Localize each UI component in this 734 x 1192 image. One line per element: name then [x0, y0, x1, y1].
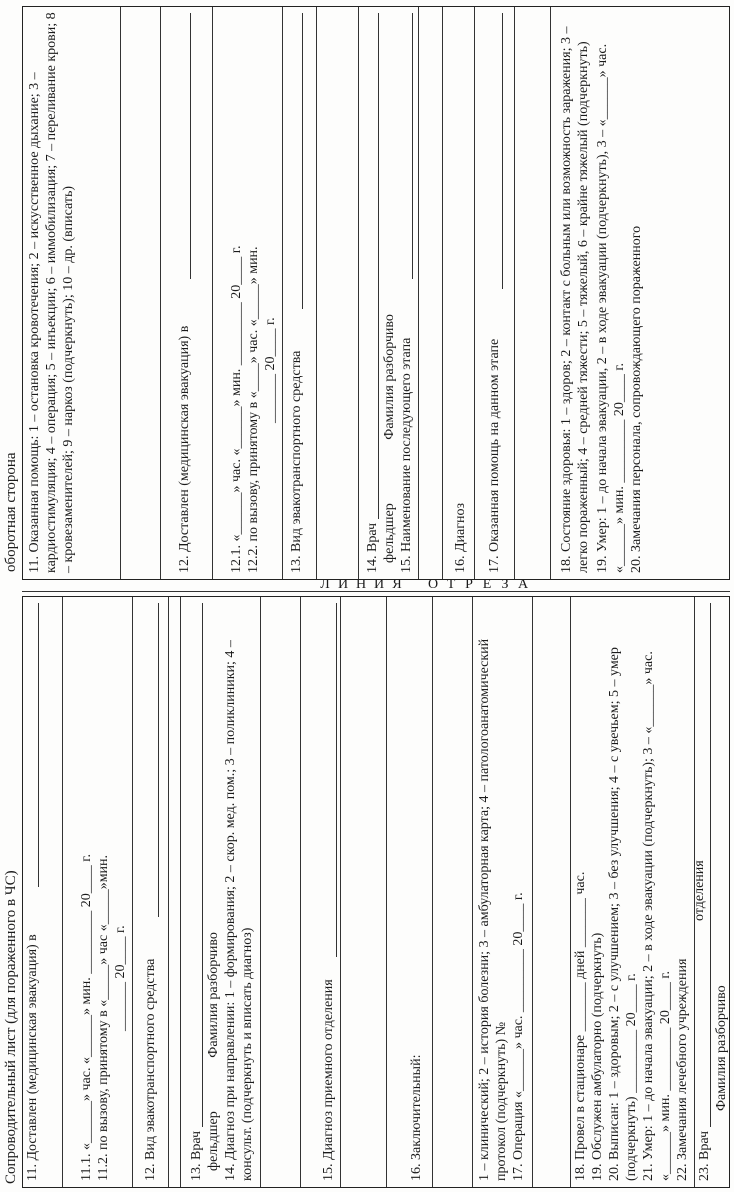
spine-letter: Л [320, 577, 330, 592]
back-frame [22, 6, 730, 580]
field-18-20-condition: 18. Состояние здоровья: 1 – здоров; 2 – контакт с больным или возможность заражения; 3 – легко пораженный; 4 – средней тяжести; 5 – тяжелый, 6 – крайне тяжелый (подчеркнуть) 19. Умер: 1 – до начала эвакуации, 2 – в ходе эвакуации (подчеркнуть), 3 – «______» час. «______» мин. _________ 20____ г. 20. Замечания персонала, сопровождающего пораженного [559, 26, 644, 573]
field-16-diagnosis: 16. Диагноз [443, 7, 475, 579]
spine-letter: Я [392, 577, 402, 592]
field-11-aid-provided: 11. Оказанная помощь: 1 – остановка кровотечения; 2 – искусственное дыхание; 3 – кардиостимуляция; 4 – операция; 5 – инъекции; 6 – иммобилизация; 7 – переливание крови; 8 – кровезаменителей; 9 – наркоз (подчеркнуть); 10 – др. (вписать) [23, 7, 121, 579]
front-frame [22, 596, 730, 1188]
field-12-time: 12.1. «______» час. «______» мин. _________ 20____ г. 12.2. по вызову, принятому в «____» час. «_____» мин. _______ 20____ г. [213, 7, 283, 579]
field-16-17-protocol-operation: 1 – клинический; 2 – история болезни; 3 – амбулаторная карта; 4 – патологоанатомический протокол (подчеркнуть) № 17. Операция «______» час. _________ 20____ г. [473, 597, 533, 1187]
field-18-22-outcome: 18. Провел в стационаре _______ дней _______ час. 19. Обслужен амбулаторно (подчеркнуть) 20. Выписан: 1 – здоровым; 2 – с улучшением; 3 – без улучшения; 4 – с увечьем; 5 – умер (подчеркнуть) _________ 20____ г. 21. Умер: 1 – до начала эвакуации; 2 – в ходе эвакуации (подчеркнуть); 3 – «______» час. «______» мин. _________ 20____ г. 22. Замечания лечебного учреждения отделения [571, 597, 695, 1187]
field-blank-r1 [121, 7, 161, 579]
spine-letter: И [337, 577, 349, 592]
field-12-delivered: 12. Доставлен (медицинская эвакуация) в [161, 7, 213, 579]
back-title: оборотная сторона [3, 452, 19, 572]
spine-letter: З [501, 577, 509, 592]
front-title: Сопроводительный лист (для пораженного в ЧС) [3, 870, 19, 1184]
field-blank-r2 [317, 7, 359, 579]
tear-line-spine [22, 579, 730, 592]
field-23-doctor: 23. Врач Фамилия разборчиво [695, 597, 731, 1187]
field-blank-r4 [515, 7, 551, 579]
field-blank-4 [533, 597, 571, 1187]
field-spacer-1 [169, 597, 181, 1187]
field-blank-r3 [419, 7, 443, 579]
field-17-aid-this-stage: 17. Оказанная помощь на данном этапе [475, 7, 515, 579]
field-blank-3 [433, 597, 473, 1187]
field-blank-2 [341, 597, 387, 1187]
field-13-14-doctor-diagnosis: 13. Врач фельдшер Фамилия разборчиво 14. Диагноз при направлении: 1 – формирования; 2 – скор. мед. пом.; 3 – поликлиники; 4 – консульт. (подчеркнуть и вписать диагноз) [181, 597, 261, 1187]
spine-letter: Е [482, 577, 492, 592]
field-16-final: 16. Заключительный: [387, 597, 433, 1187]
field-blank-1 [261, 597, 301, 1187]
spine-letter: О [427, 577, 439, 592]
spine-letter: Р [465, 577, 473, 592]
field-11-time: 11.1. «______» час. «______» мин. _________ 20____ г. 11.2. по вызову, принятому в «_____» час «_____»мин. _______ 20____ г. [63, 597, 133, 1187]
spine-letter: Н [355, 577, 367, 592]
spine-letter: Т [446, 577, 456, 592]
escort-sheet-back [0, 0, 734, 580]
field-14-15-doctor-next-stage: 14. Врач фельдшер Фамилия разборчиво 15. Наименование последующего этапа [359, 7, 419, 579]
field-12-transport: 12. Вид эвакотранспортного средства [133, 597, 169, 1187]
field-11-delivered: 11. Доставлен (медицинская эвакуация) в [23, 597, 63, 1187]
field-15-admission-diagnosis: 15. Диагноз приемного отделения [301, 597, 341, 1187]
spine-letter: А [517, 577, 529, 592]
escort-sheet-front [0, 592, 734, 1192]
field-13-transport: 13. Вид эвакотранспортного средства [283, 7, 317, 579]
spine-letter: И [373, 577, 385, 592]
